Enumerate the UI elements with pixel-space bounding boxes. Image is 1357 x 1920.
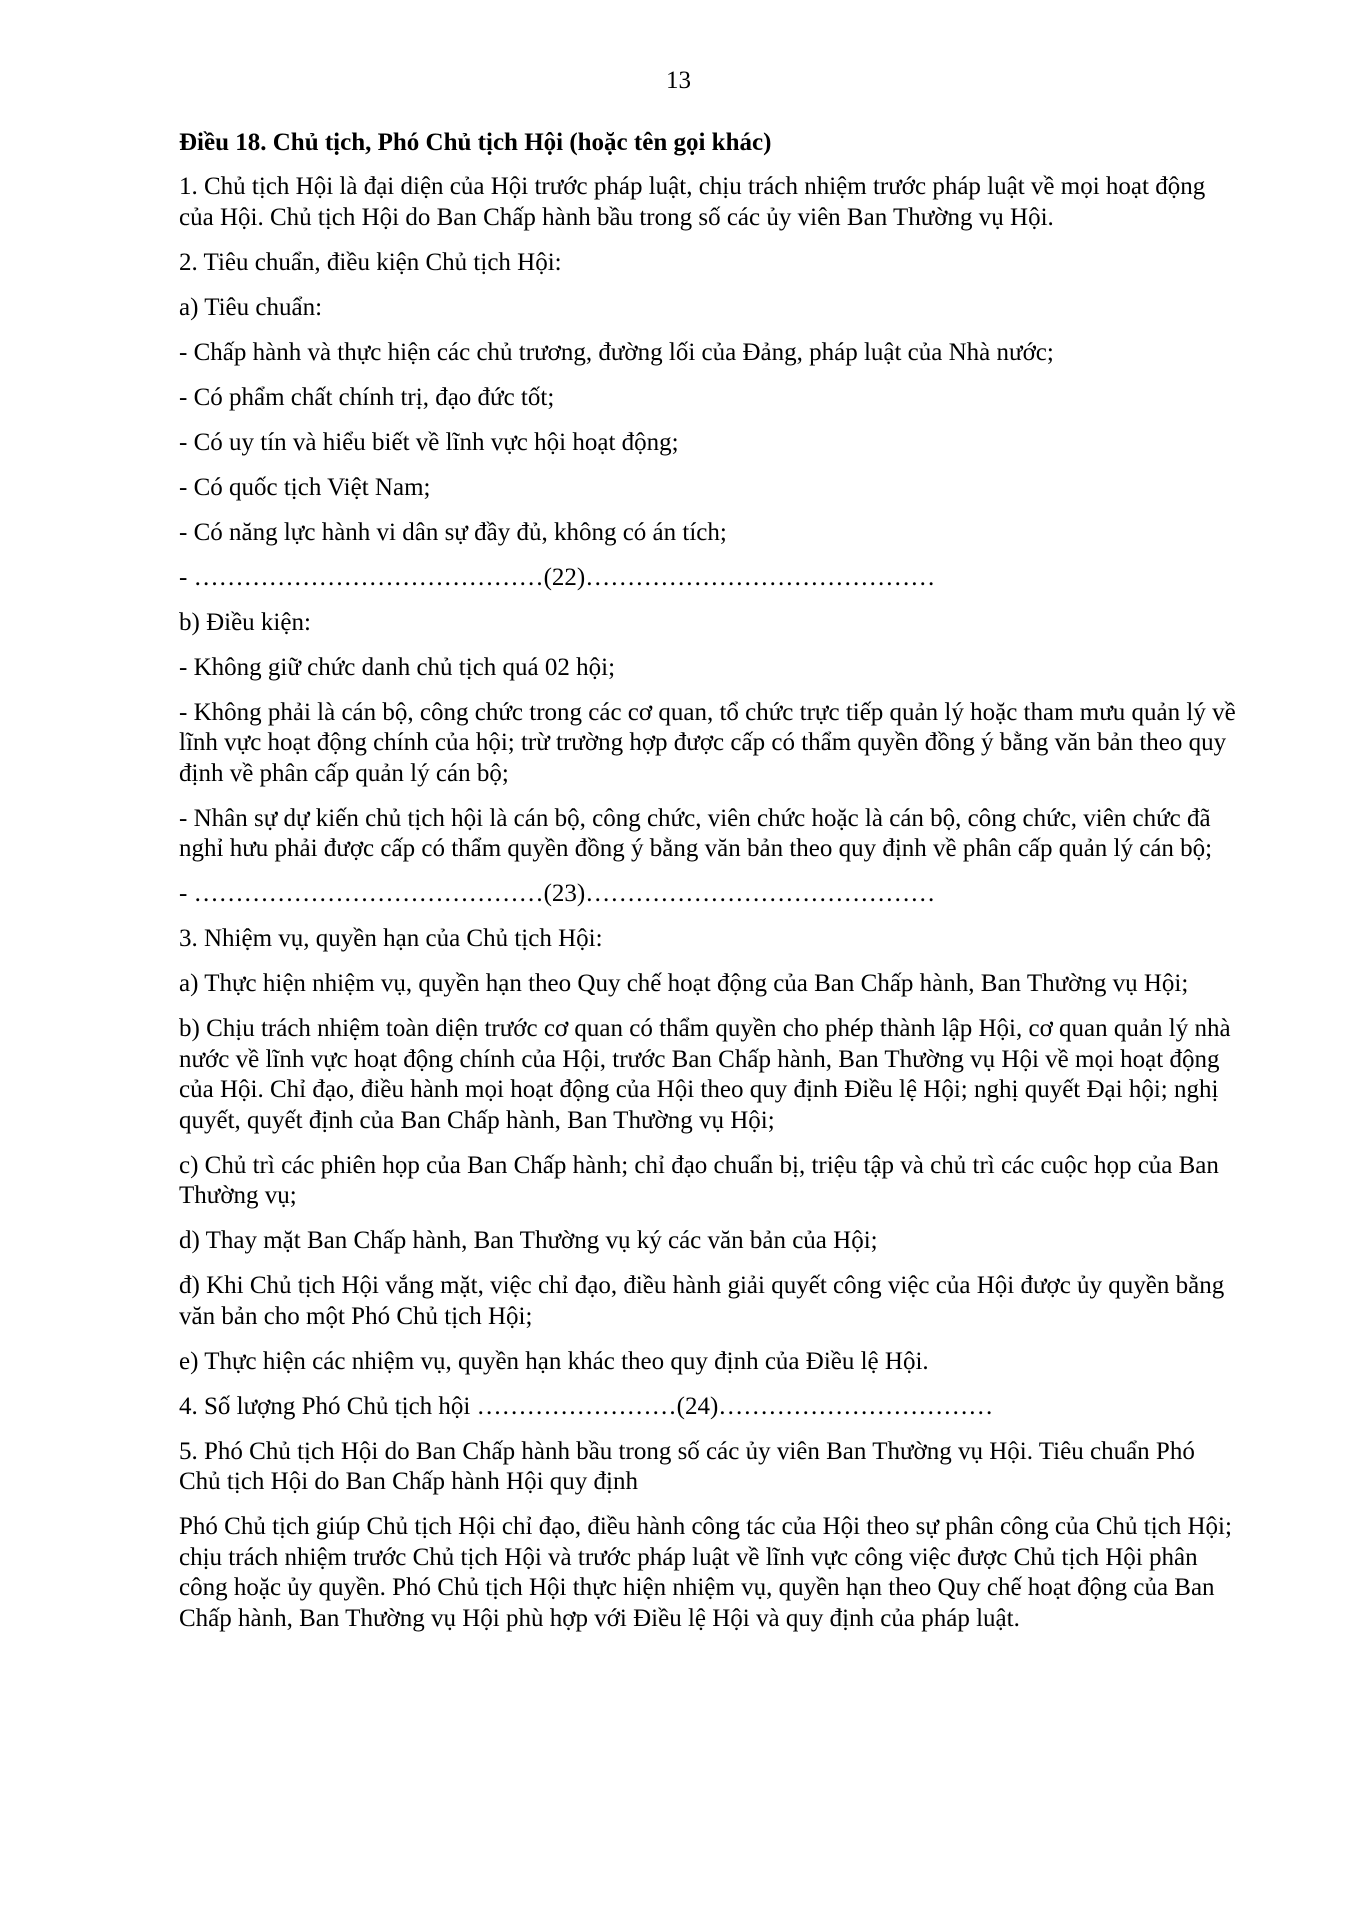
paragraph-24: Phó Chủ tịch giúp Chủ tịch Hội chỉ đạo, điều hành công tác của Hội theo sự phân công của Chủ tịch Hội; chịu trách nhiệm trước Chủ tịch Hội và trước pháp luật về lĩnh vực công việc được Chủ tịch Hội phân công hoặc ủy quyền. Phó Chủ tịch Hội thực hiện nhiệm vụ, quyền hạn theo Quy chế hoạt động của Ban Chấp hành, Ban Thường vụ Hội phù hợp với Điều lệ Hội và quy định của pháp luật. [179, 1513, 1232, 1632]
paragraph-10: b) Điều kiện: [179, 608, 311, 636]
paragraph-7: - Có quốc tịch Việt Nam; [179, 473, 431, 501]
paragraph-17: b) Chịu trách nhiệm toàn diện trước cơ quan có thẩm quyền cho phép thành lập Hội, cơ quan quản lý nhà nước về lĩnh vực hoạt động chính của Hội, trước Ban Chấp hành, Ban Thường vụ Hội về mọi hoạt động của Hội. Chỉ đạo, điều hành mọi hoạt động của Hội theo quy định Điều lệ Hội; nghị quyết Đại hội; nghị quyết, quyết định của Ban Chấp hành, Ban Thường vụ Hội; [179, 1015, 1231, 1134]
paragraph-21: e) Thực hiện các nhiệm vụ, quyền hạn khác theo quy định của Điều lệ Hội. [179, 1347, 929, 1375]
paragraph-12: - Không phải là cán bộ, công chức trong các cơ quan, tổ chức trực tiếp quản lý hoặc tham mưu quản lý về lĩnh vực hoạt động chính của hội; trừ trường hợp được cấp có thẩm quyền đồng ý bằng văn bản theo quy định về phân cấp quản lý cán bộ; [179, 698, 1236, 787]
document-body [179, 128, 1239, 1649]
placeholder-line-22: - ……………………………………(22)…………………………………… [179, 563, 936, 591]
paragraph-18: c) Chủ trì các phiên họp của Ban Chấp hành; chỉ đạo chuẩn bị, triệu tập và chủ trì các cuộc họp của Ban Thường vụ; [179, 1151, 1219, 1209]
paragraph-19: d) Thay mặt Ban Chấp hành, Ban Thường vụ ký các văn bản của Hội; [179, 1227, 878, 1254]
paragraph-13: - Nhân sự dự kiến chủ tịch hội là cán bộ, công chức, viên chức hoặc là cán bộ, công chức, viên chức đã nghỉ hưu phải được cấp có thẩm quyền đồng ý bằng văn bản theo quy định về phân cấp quản lý cán bộ; [179, 804, 1213, 862]
paragraph-1: 1. Chủ tịch Hội là đại diện của Hội trước pháp luật, chịu trách nhiệm trước pháp luật về mọi hoạt động của Hội. Chủ tịch Hội do Ban Chấp hành bầu trong số các ủy viên Ban Thường vụ Hội. [179, 173, 1206, 231]
paragraph-4: - Chấp hành và thực hiện các chủ trương, đường lối của Đảng, pháp luật của Nhà nước; [179, 338, 1054, 366]
article-heading: Điều 18. Chủ tịch, Phó Chủ tịch Hội (hoặc tên gọi khác) [179, 129, 772, 156]
paragraph-8: - Có năng lực hành vi dân sự đầy đủ, không có án tích; [179, 518, 727, 546]
paragraph-11: - Không giữ chức danh chủ tịch quá 02 hội; [179, 653, 616, 681]
paragraph-15: 3. Nhiệm vụ, quyền hạn của Chủ tịch Hội: [179, 925, 603, 952]
paragraph-20: đ) Khi Chủ tịch Hội vắng mặt, việc chỉ đạo, điều hành giải quyết công việc của Hội được ủy quyền bằng văn bản cho một Phó Chủ tịch Hội; [179, 1272, 1225, 1330]
paragraph-3: a) Tiêu chuẩn: [179, 293, 323, 321]
paragraph-5: - Có phẩm chất chính trị, đạo đức tốt; [179, 383, 555, 411]
placeholder-line-24: 4. Số lượng Phó Chủ tịch hội ……………………(24)…………………………… [179, 1392, 994, 1420]
paragraph-2: 2. Tiêu chuẩn, điều kiện Chủ tịch Hội: [179, 248, 562, 276]
paragraph-23: 5. Phó Chủ tịch Hội do Ban Chấp hành bầu trong số các ủy viên Ban Thường vụ Hội. Tiêu chuẩn Phó Chủ tịch Hội do Ban Chấp hành Hội quy định [179, 1437, 1195, 1495]
paragraph-6: - Có uy tín và hiểu biết về lĩnh vực hội hoạt động; [179, 428, 679, 456]
page-number: 13 [666, 67, 691, 94]
paragraph-16: a) Thực hiện nhiệm vụ, quyền hạn theo Quy chế hoạt động của Ban Chấp hành, Ban Thường vụ Hội; [179, 970, 1189, 997]
placeholder-line-23: - ……………………………………(23)…………………………………… [179, 880, 936, 907]
